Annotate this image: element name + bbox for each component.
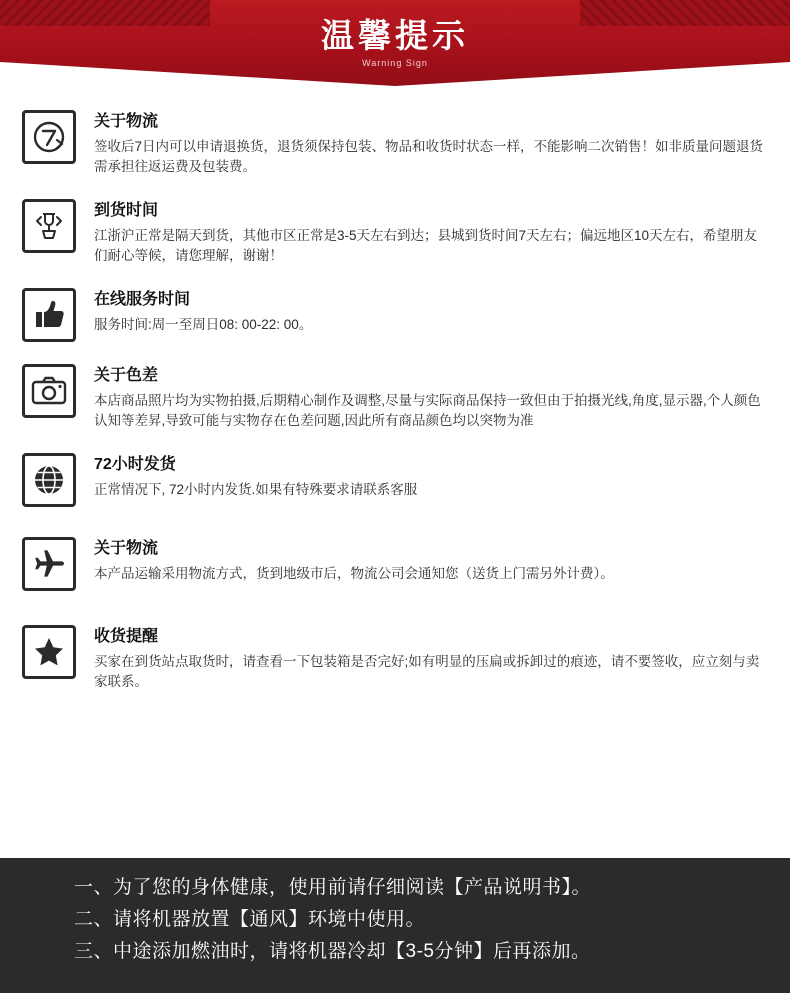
seven-arrow-icon (22, 110, 76, 164)
list-item-body (94, 288, 768, 335)
list-item (22, 110, 768, 177)
globe-icon (22, 453, 76, 507)
list-item-text: 江浙沪正常是隔天到货，其他市区正常是3-5天左右到达；县城到货时间7天左右；偏远地区10天左右，希望朋友们耐心等候，请您理解，谢谢！ (94, 228, 758, 263)
footer-line-2: 二、请将机器放置【通风】环境中使用。 (74, 909, 426, 930)
list-item (22, 364, 768, 431)
list-item-text: 买家在到货站点取货时，请查看一下包装箱是否完好;如有明显的压扁或拆卸过的痕迹，请不要签收，应立刻与卖家联系。 (94, 654, 760, 689)
list-item-title: 收货提醒 (94, 628, 159, 645)
list-item-body (94, 625, 768, 692)
list-item-body (94, 453, 768, 500)
notice-list (0, 92, 790, 692)
list-item (22, 537, 768, 591)
footer-line-1: 一、为了您的身体健康，使用前请仔细阅读【产品说明书】。 (74, 877, 592, 898)
footer-line-3: 三、中途添加燃油时，请将机器冷却【3-5分钟】后再添加。 (74, 941, 591, 962)
list-item-title: 关于色差 (94, 367, 159, 384)
page-title: 温馨提示 (321, 17, 469, 54)
list-item-body (94, 537, 768, 584)
airplane-icon (22, 537, 76, 591)
list-item-text: 本店商品照片均为实物拍摄,后期精心制作及调整,尽量与实际商品保持一致但由于拍摄光线,角度,显示器,个人颜色认知等差昇,导致可能与实物存在色差问题,因此所有商品颜色均以突物为准 (94, 393, 761, 428)
warning-banner (0, 0, 790, 92)
camera-icon (22, 364, 76, 418)
fragile-handle-with-care-icon (22, 199, 76, 253)
list-item-text: 服务时间:周一至周日08: 00-22: 00。 (94, 317, 313, 332)
banner-text-group (0, 16, 790, 68)
list-item-text: 本产品运输采用物流方式，货到地级市后，物流公司会通知您（送货上门需另外计费）。 (94, 566, 614, 581)
list-item (22, 288, 768, 342)
list-item-title: 关于物流 (94, 540, 159, 557)
list-item-title: 72小时发货 (94, 456, 176, 473)
list-item (22, 199, 768, 266)
star-icon (22, 625, 76, 679)
list-item (22, 453, 768, 507)
list-item (22, 625, 768, 692)
thumbs-up-icon (22, 288, 76, 342)
list-item-text: 签收后7日内可以申请退换货，退货须保持包装、物品和收货时状态一样，不能影响二次销售！如非质量问题退货需承担往返运费及包装费。 (94, 139, 764, 174)
safety-notice-footer (0, 858, 790, 993)
list-item-title: 到货时间 (94, 202, 159, 219)
list-item-body (94, 364, 768, 431)
page-subtitle: Warning Sign (362, 58, 428, 68)
list-item-body (94, 110, 768, 177)
list-item-title: 在线服务时间 (94, 291, 191, 308)
list-item-title: 关于物流 (94, 113, 159, 130)
list-item-text: 正常情况下, 72小时内发货.如果有特殊要求请联系客服 (94, 482, 418, 497)
list-item-body (94, 199, 768, 266)
